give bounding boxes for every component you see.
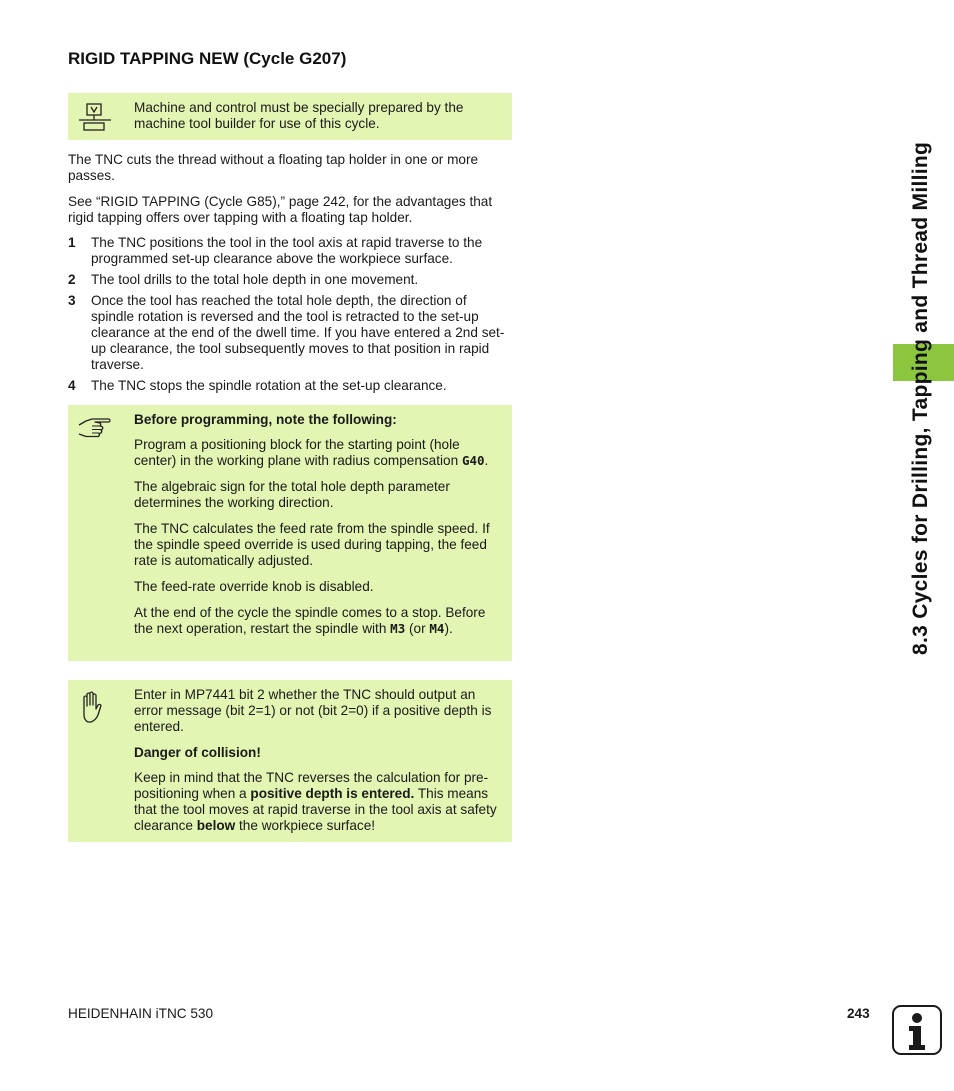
step-number: 1 [68, 235, 76, 250]
programming-notice-heading: Before programming, note the following: [134, 412, 397, 427]
chapter-side-title: 8.3 Cycles for Drilling, Tapping and Thread Milling [909, 141, 932, 655]
intro-paragraph-1: The TNC cuts the thread without a floating tap holder in one or more passes. [68, 152, 479, 183]
collision-note-1: Enter in MP7441 bit 2 whether the TNC should output an error message (bit 2=1) or not (bit 2=0) if a positive depth is entered. [134, 687, 492, 734]
info-icon [892, 1005, 942, 1055]
collision-notice-box [68, 680, 512, 842]
footer-product-name: HEIDENHAIN iTNC 530 [68, 1006, 214, 1021]
programming-note-1: Program a positioning block for the starting point (hole center) in the working plane with radius compensation G40. [134, 437, 489, 468]
programming-note-4: The feed-rate override knob is disabled. [134, 579, 374, 594]
collision-note-2: Keep in mind that the TNC reverses the calculation for pre-positioning when a positive depth is entered. This means that the tool moves at rapid traverse in the tool axis at safety clearance below the workpiece surface! [134, 770, 497, 833]
step-number: 2 [68, 272, 76, 287]
list-item [68, 293, 512, 373]
machine-notice-box [68, 93, 512, 140]
pointing-hand-icon [78, 417, 112, 446]
list-item [68, 272, 512, 288]
programming-note-2: The algebraic sign for the total hole depth parameter determines the working direction. [134, 479, 450, 510]
list-item [68, 235, 512, 267]
step-number: 3 [68, 293, 76, 308]
step-number: 4 [68, 378, 76, 393]
step-text: Once the tool has reached the total hole depth, the direction of spindle rotation is reversed and the tool is retracted to the set-up clearance at the end of the dwell time. If you have entered a 2nd set-up clearance, the tool subsequently moves to that position in rapid traverse. [91, 293, 505, 372]
machine-notice-text: Machine and control must be specially prepared by the machine tool builder for use of this cycle. [134, 100, 464, 131]
intro-paragraph-2: See “RIGID TAPPING (Cycle G85),” page 242, for the advantages that rigid tapping offers over tapping with a floating tap holder. [68, 194, 493, 225]
raised-hand-icon [79, 691, 103, 730]
process-steps-list [68, 235, 512, 399]
machine-builder-icon [78, 103, 112, 136]
page-number: 243 [847, 1006, 870, 1021]
page-title: RIGID TAPPING NEW (Cycle G207) [68, 49, 347, 68]
step-text: The TNC positions the tool in the tool axis at rapid traverse to the programmed set-up clearance above the workpiece surface. [91, 235, 483, 266]
programming-note-3: The TNC calculates the feed rate from the spindle speed. If the spindle speed override is used during tapping, the feed rate is automatically adjusted. [134, 521, 490, 568]
programming-notice-box [68, 405, 512, 661]
step-text: The tool drills to the total hole depth in one movement. [91, 272, 419, 287]
list-item [68, 378, 512, 394]
collision-heading: Danger of collision! [134, 745, 261, 760]
step-text: The TNC stops the spindle rotation at the set-up clearance. [91, 378, 447, 393]
programming-note-5: At the end of the cycle the spindle comes to a stop. Before the next operation, restart the spindle with M3 (or M4). [134, 605, 486, 636]
